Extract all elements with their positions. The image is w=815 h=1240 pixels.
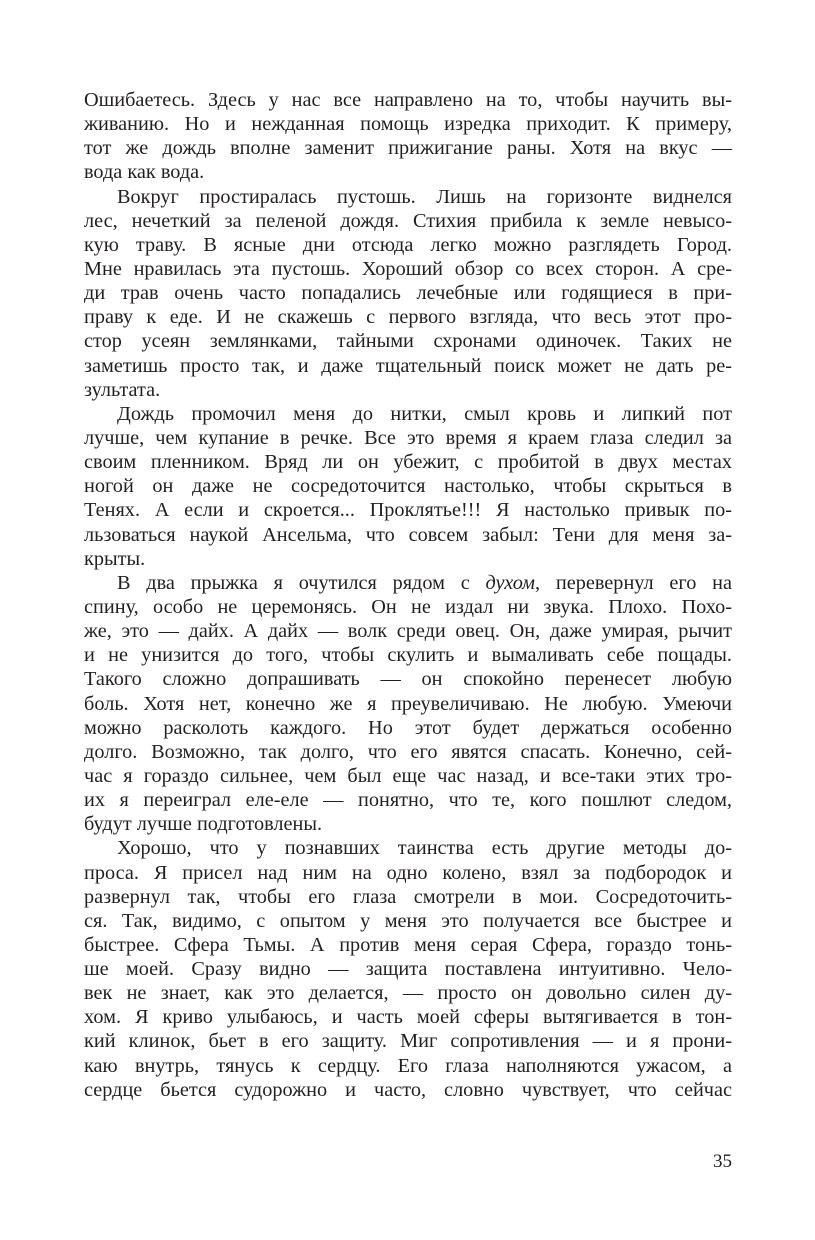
text-line: долго. Возможно, так долго, что его явятся спасать. Конечно, сей- (84, 740, 732, 763)
text-line: ногой он даже не сосредоточится настолько, чтобы скрыться в (84, 475, 732, 498)
text-line: тот же дождь вполне заменит прижигание раны. Хотя на вкус — (84, 137, 732, 160)
text-line: век не знает, как это делается, — просто он довольно силен ду- (84, 982, 732, 1005)
text-line: заметишь просто так, и даже тщательный поиск может не дать ре- (84, 354, 732, 377)
text-line: кий клинок, бьет в его защиту. Миг сопротивления — и я прони- (84, 1030, 732, 1053)
text-line: час я гораздо сильнее, чем был еще час назад, и все-таки этих тро- (84, 764, 732, 787)
text-line: льзоваться наукой Ансельма, что совсем забыл: Тени для меня за- (84, 523, 732, 546)
text-line: Хорошо, что у познавших таинства есть другие методы до- (117, 837, 732, 860)
text-line: Вокруг простиралась пустошь. Лишь на горизонте виднелся (117, 185, 732, 208)
text-line: В два прыжка я очутился рядом с духом, перевернул его на (117, 571, 732, 594)
text-line: Такого сложно допрашивать — он спокойно перенесет любую (84, 668, 732, 691)
paragraph (84, 836, 732, 1102)
text-line: же, это — дайх. А дайх — волк среди овец. Он, даже умирая, рычит (84, 620, 732, 643)
text-line: Мне нравилась эта пустошь. Хороший обзор со всех сторон. А сре- (84, 257, 732, 280)
text-line: живанию. Но и нежданная помощь изредка приходит. К примеру, (84, 113, 732, 136)
text-line: Ошибаетесь. Здесь у нас все направлено на то, чтобы научить вы- (84, 89, 732, 111)
emphasis: духом (485, 571, 536, 594)
text-line: зультата. (84, 378, 161, 401)
paragraph (84, 571, 732, 837)
page-text (84, 88, 732, 1102)
text-line: развернул так, чтобы его глаза смотрели в мои. Сосредоточить- (84, 885, 732, 908)
text-line: и не унизится до того, чтобы скулить и вымаливать себе пощады. (84, 644, 732, 667)
text-line: ди трав очень часто попадались лечебные или годящиеся в при- (84, 282, 732, 305)
text-line: будут лучше подготовлены. (84, 813, 323, 836)
text-line: стор усеян землянками, тайными схронами одиночек. Таких не (84, 330, 732, 353)
paragraph (84, 185, 732, 402)
text-line: хом. Я криво улыбаюсь, и часть моей сферы вытягивается в тон- (84, 1006, 732, 1029)
text-line: быстрее. Сфера Тьмы. А против меня серая Сфера, гораздо тонь- (84, 933, 732, 956)
text-line: каю внутрь, тянусь к сердцу. Его глаза наполняются ужасом, а (84, 1054, 732, 1077)
text-line: спину, особо не церемонясь. Он не издал ни звука. Плохо. Похо- (84, 595, 732, 618)
paragraph (84, 88, 732, 185)
text-line: вода как вода. (84, 161, 205, 184)
text-line: лучше, чем купание в речке. Все это время я краем глаза следил за (84, 426, 732, 449)
text-line: их я переиграл еле-еле — понятно, что те, кого пошлют следом, (84, 789, 732, 812)
text-line: своим пленником. Вряд ли он убежит, с пробитой в двух местах (84, 451, 732, 474)
page-number: 35 (713, 1151, 732, 1172)
text-line: праву к еде. И не скажешь с первого взгляда, что весь этот про- (84, 306, 732, 329)
text-line: боль. Хотя нет, конечно же я преувеличиваю. Не любую. Умеючи (84, 692, 732, 715)
text-line: сердце бьется судорожно и часто, словно чувствует, что сейчас (84, 1078, 732, 1101)
text-line: Дождь промочил меня до нитки, смыл кровь и липкий пот (117, 402, 732, 425)
text-line: можно расколоть каждого. Но этот будет держаться особенно (84, 716, 732, 739)
text-line: кую траву. В ясные дни отсюда легко можно разглядеть Город. (84, 233, 732, 256)
paragraph (84, 402, 732, 571)
text-line: лес, нечеткий за пеленой дождя. Стихия прибила к земле невысо- (84, 209, 732, 232)
text-line: ся. Так, видимо, с опытом у меня это получается все быстрее и (84, 909, 732, 932)
text-line: ше моей. Сразу видно — защита поставлена интуитивно. Чело- (84, 958, 732, 981)
text-line: крыты. (84, 547, 146, 570)
text-line: проса. Я присел над ним на одно колено, взял за подбородок и (84, 861, 732, 884)
text-line: Тенях. А если и скроется... Проклятье!!! Я настолько привык по- (84, 499, 732, 522)
